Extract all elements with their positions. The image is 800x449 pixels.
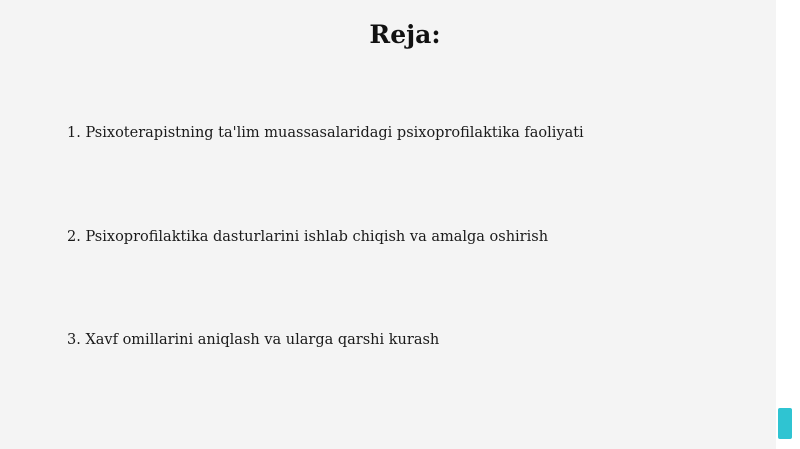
- vertical-scrollbar[interactable]: [776, 0, 800, 449]
- agenda-item: 3. Xavf omillarini aniqlash va ularga qarshi kurash: [67, 332, 440, 348]
- scrollbar-thumb[interactable]: [778, 408, 792, 439]
- slide-title: Reja:: [369, 20, 441, 49]
- agenda-item: 1. Psixoterapistning ta'lim muassasalaridagi psixoprofilaktika faoliyati: [67, 125, 584, 141]
- agenda-item: 2. Psixoprofilaktika dasturlarini ishlab chiqish va amalga oshirish: [67, 229, 549, 245]
